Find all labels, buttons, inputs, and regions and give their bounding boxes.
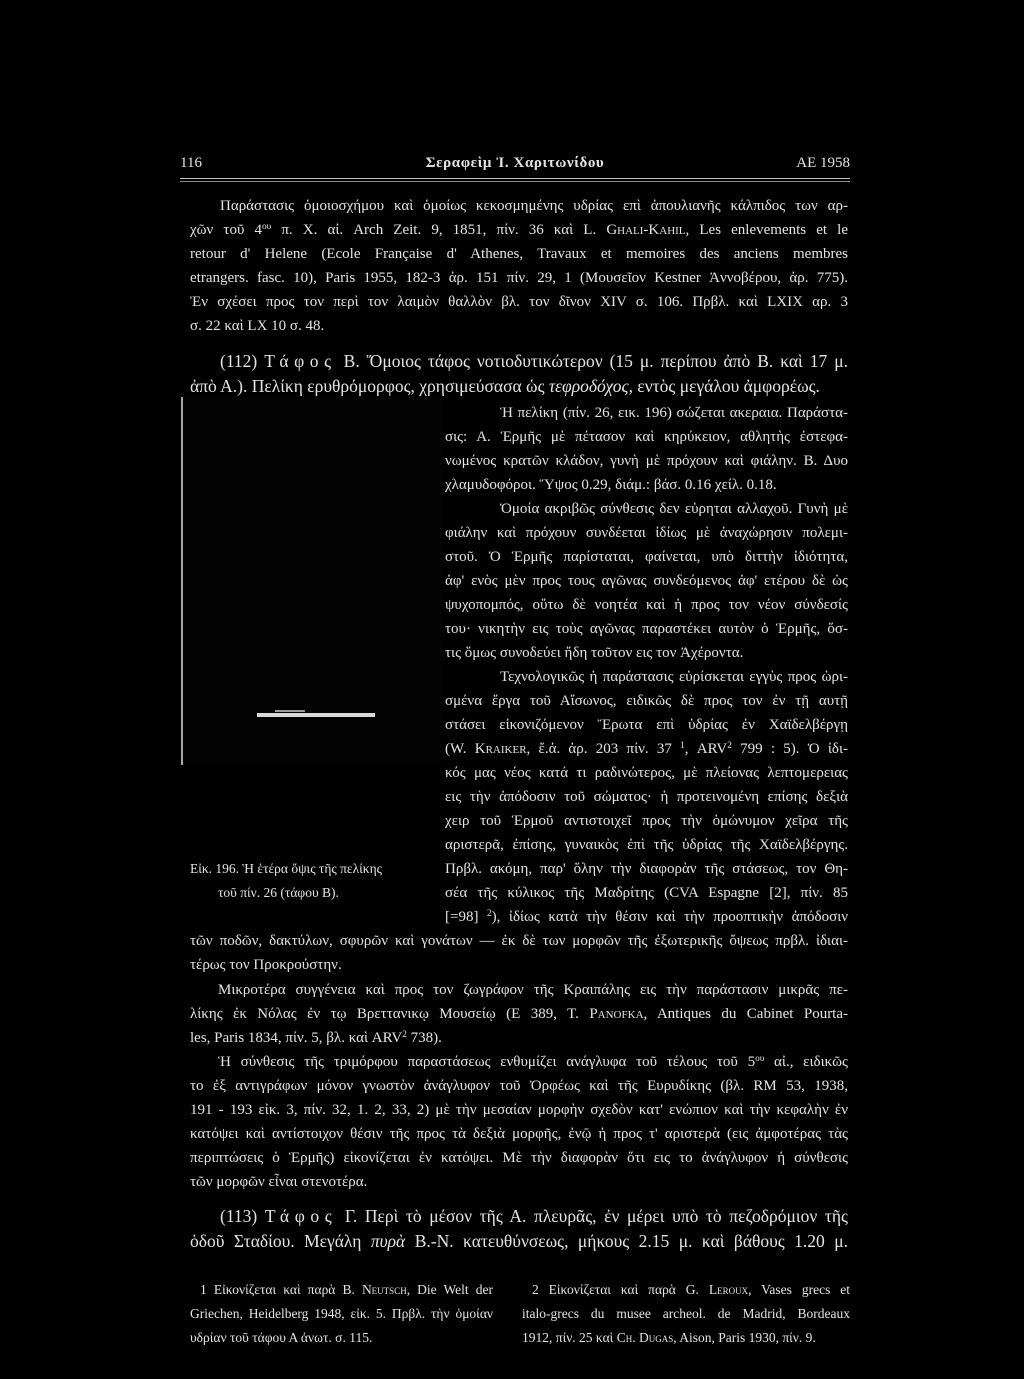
figure-detail bbox=[275, 710, 305, 712]
column-line: τις ὅμως συνοδεύει ἤδη τοῦτον εις τον Ἀχέροντα. bbox=[445, 645, 744, 661]
text-segment: Ἡ σύνθεσις τῆς τριμόρφου παραστάσεως ενθυμίζει ανάγλυφα τοῦ τέλους τοῦ 5 bbox=[218, 1054, 756, 1070]
author-small-caps: Leroux bbox=[708, 1282, 749, 1297]
footnote-ref: 1 bbox=[680, 741, 685, 752]
figure-196-caption bbox=[190, 857, 440, 905]
body-paragraph-2 bbox=[190, 978, 848, 1050]
column-line: στάσει εἰκονιζόμενον Ἔρωτα επὶ ὑδρίας ἐν Χαϊδελβέργῃ bbox=[445, 717, 848, 733]
text-segment: χῶν τοῦ 4 bbox=[190, 222, 262, 238]
body-line: περιπτώσεις ὁ Ἑρμῆς) εἰκονίζεται ἐν κατόψει. Μὲ τὴν διαφορὰν ὅτι εις το ἀνάγλυφον ἡ σύνθεσις bbox=[190, 1150, 848, 1166]
superscript: 2 bbox=[727, 741, 732, 752]
footnote-line bbox=[522, 1326, 850, 1350]
column-line: χλαμυδοφόροι. Ὕψος 0.29, διάμ.: βάσ. 0.16 χείλ. 0.18. bbox=[445, 477, 777, 493]
footnote-line: Griechen, Heidelberg 1948, εἰκ. 5. Πρβλ. τὴν ὁμοίαν bbox=[190, 1306, 493, 1321]
text-segment: , Die Welt der bbox=[406, 1282, 493, 1297]
footnote-line bbox=[190, 1278, 493, 1302]
section-112-line-2 bbox=[190, 374, 848, 399]
intro-line-3: retour d' Helene (Ecole Française d' Athenes, Travaux et memoires des anciens membres bbox=[190, 246, 848, 262]
journal-issue: ΑΕ 1958 bbox=[796, 155, 850, 171]
body-line: το ἐξ αντιγράφων μόνον γνωστὸν ἀνάγλυφον τοῦ Ὀρφέως καὶ τῆς Ευρυδίκης (βλ. RM 53, 1938, bbox=[190, 1078, 848, 1094]
column-line: χειρ τοῦ Ἑρμοῦ αντιστοιχεῖ προς τὴν ὁμώνυμον χεῖρα τῆς bbox=[445, 813, 848, 829]
column-line bbox=[445, 905, 848, 929]
column-line: Πρβλ. ακόμη, παρ' ὅλην τὴν διαφορὰν τῆς στάσεως, τον Θη- bbox=[445, 861, 848, 877]
body-line: 191 - 193 εἰκ. 3, πίν. 32, 1. 2, 33, 2) μὲ τὴν μεσαίαν μορφὴν σχεδὸν κατ' ενώπιον καὶ τὴν κεφαλὴν ἐν bbox=[190, 1102, 848, 1118]
text-segment: , ARV bbox=[684, 741, 728, 757]
text-segment: (113) bbox=[220, 1206, 265, 1226]
author-small-caps: Ghali-Kahil bbox=[606, 222, 686, 238]
text-segment: 1 Εἰκονίζεται καὶ παρὰ B. bbox=[200, 1282, 362, 1297]
column-line: σμένα ἔργα τοῦ Αἴσωνος, ειδικῶς δὲ προς τον ἐν τῇ αυτῇ bbox=[445, 693, 848, 709]
column-line: εις τὴν ἀπόδοσιν τοῦ σώματος· ἡ προτεινομένη επίσης δεξιὰ bbox=[445, 789, 848, 805]
column-line: στοῦ. Ὁ Ἑρμῆς παρίσταται, φαίνεται, υπὸ διττὴν ἰδιότητα, bbox=[445, 549, 848, 565]
intro-line-1: Παράστασις ὁμοιοσχήμου καὶ ὁμοίως κεκοσμημένης υδρίας επὶ ἀπουλιανῆς κάλπιδος των αρ- bbox=[220, 198, 848, 214]
header-rule bbox=[180, 178, 850, 182]
caption-line-1: Εἰκ. 196. Ἡ ἑτέρα ὄψις τῆς πελίκης bbox=[190, 861, 382, 876]
column-line: κός μας νέος κατά τι ραδινώτερος, μὲ πλείονας λεπτομερειας bbox=[445, 765, 848, 781]
footnote-line: italo-grecs du musee archeol. de Madrid, Bordeaux bbox=[522, 1306, 850, 1321]
page-number: 116 bbox=[180, 155, 202, 171]
text-segment: 799 : 5). Ὁ ἰδι- bbox=[731, 741, 849, 757]
text-segment: ἀπὸ Α.). Πελίκη ερυθρόμορφος, χρησιμεύσασα ὡς bbox=[190, 376, 549, 396]
column-line: του· νικητὴν εις τοὺς αγῶνας παραστέκει αυτὸν ὁ Ἑρμῆς, ὅσ- bbox=[445, 621, 848, 637]
text-segment: π. Χ. αἰ. Arch Zeit. 9, 1851, πίν. 36 καὶ L. bbox=[271, 222, 607, 238]
superscript: ου bbox=[755, 1054, 765, 1065]
intro-line-4: etrangers. fasc. 10), Paris 1955, 182-3 ἀρ. 151 πίν. 29, 1 (Μουσεῖον Kestner Ἀννοβέρου, ἀρ. 775). bbox=[190, 270, 848, 286]
column-line: Ἡ πελίκη (πίν. 26, εικ. 196) σώζεται ακεραια. Παράστα- bbox=[500, 405, 848, 421]
text-segment: 738). bbox=[406, 1030, 442, 1046]
footnote-ref: 2 bbox=[486, 909, 492, 920]
text-segment: Γ. Περὶ τὸ μέσον τῆς Α. πλευρᾶς, ἐν μέρει υπὸ τὸ πεζοδρόμιον τῆς bbox=[337, 1206, 848, 1226]
author-small-caps: Kraiker bbox=[474, 741, 527, 757]
column-line: σις: Α. Ἑρμῆς μὲ πέτασον καὶ κηρύκειον, αθλητὴς ἐστεφα- bbox=[445, 429, 848, 445]
author-small-caps: Ch. Dugas bbox=[616, 1330, 674, 1345]
author-small-caps: Neutsch bbox=[361, 1282, 407, 1297]
text-segment: , ἔ.ἀ. ἀρ. 203 πίν. 37 bbox=[526, 741, 681, 757]
figure-detail bbox=[257, 713, 375, 717]
italic-term: πυρὰ bbox=[370, 1231, 406, 1251]
text-segment: , εντὸς μεγάλου ἀμφορέως. bbox=[628, 376, 820, 396]
author-name: Σεραφεὶμ Ἰ. Χαριτωνίδου bbox=[425, 155, 605, 171]
column-line: ἀφ' ενὸς μὲν προς τους αγῶνας συνδεόμενος ἀφ' ετέρου δὲ ὡς bbox=[445, 573, 848, 589]
footnote-1 bbox=[190, 1278, 493, 1350]
text-segment: , Les enlevements et le bbox=[685, 222, 848, 238]
body-line bbox=[190, 1002, 848, 1026]
column-line: αριστερᾶ, ἐπίσης, γυναικὸς ἐπὶ τῆς ὑδρίας τῆς Χαϊδελβέργης. bbox=[445, 837, 848, 853]
caption-line-2: τοῦ πίν. 26 (τάφου Β). bbox=[218, 885, 339, 900]
figure-196-image bbox=[181, 397, 441, 765]
text-segment: Β. Ὅμοιος τάφος νοτιοδυτικώτερον (15 μ. περίπου ἀπὸ Β. καὶ 17 μ. bbox=[336, 351, 848, 371]
body-line: Μικροτέρα συγγένεια καὶ προς τον ζωγράφον τῆς Κραιπάλης εις τὴν παράστασιν μικρᾶς πε- bbox=[218, 982, 848, 998]
column-line: Ὁμοία ακριβῶς σύνθεσις δεν εὑρηται αλλαχοῦ. Γυνὴ μὲ bbox=[500, 501, 848, 517]
intro-line-2 bbox=[190, 218, 848, 242]
superscript: 2 bbox=[402, 1030, 407, 1041]
text-segment: , Vases grecs et bbox=[748, 1282, 850, 1297]
text-segment: ὁδοῦ Σταδίου. Μεγάλη bbox=[190, 1231, 371, 1251]
text-segment: (W. bbox=[445, 741, 475, 757]
text-segment: αἰ., ειδικῶς bbox=[764, 1054, 848, 1070]
body-paragraph-1 bbox=[190, 929, 848, 977]
body-paragraph-3 bbox=[190, 1050, 848, 1194]
text-segment: 1912, πίν. 25 καὶ bbox=[522, 1330, 617, 1345]
section-112-heading bbox=[190, 349, 848, 399]
section-112-line-1 bbox=[190, 349, 848, 374]
body-line: τῶν μορφῶν εἶναι στενοτέρα. bbox=[190, 1174, 368, 1190]
section-113-line-2 bbox=[190, 1229, 848, 1254]
intro-line-5: Ἐν σχέσει προς τον περὶ τον λαιμὸν θαλλὸν βλ. τον δῖνον XIV σ. 106. Πρβλ. καὶ LXIX αρ. 3 bbox=[190, 294, 848, 310]
superscript: ου bbox=[261, 222, 272, 233]
text-segment: 2 Εἰκονίζεται καὶ παρὰ G. bbox=[532, 1282, 709, 1297]
text-segment: [=98] bbox=[445, 909, 487, 925]
body-line: τέρως τον Προκρούστην. bbox=[190, 957, 342, 973]
footnote-line bbox=[522, 1278, 850, 1302]
column-line: φιάλην καὶ πρόχουν συνδέεται ἰδίως μὲ ἀναχώρησιν πολεμι- bbox=[445, 525, 848, 541]
column-line: ψυχοπομπός, οὕτω δὲ νοητέα καὶ ἡ προς τον νέον σύνδεσίς bbox=[445, 597, 848, 613]
italic-term: τεφροδόχος bbox=[548, 376, 629, 396]
column-line: νωμένος κρατῶν κλάδον, γυνὴ μὲ πρόχουν καὶ φιάλην. Β. Δυο bbox=[445, 453, 848, 469]
spaced-word: Τάφος bbox=[264, 1206, 338, 1226]
text-segment: les, Paris 1834, πίν. 5, βλ. καὶ ARV bbox=[190, 1030, 403, 1046]
text-segment: , Aison, Paris 1930, πίν. 9. bbox=[673, 1330, 816, 1345]
column-line bbox=[445, 737, 848, 761]
text-segment: Β.-Ν. κατευθύνσεως, μήκους 2.15 μ. καὶ βάθους 1.20 μ. bbox=[405, 1231, 848, 1251]
intro-line-6: σ. 22 καὶ LX 10 σ. 48. bbox=[190, 318, 325, 334]
column-line: σέα τῆς κύλικος τῆς Μαδρίτης (CVA Espagne [2], πίν. 85 bbox=[445, 885, 848, 901]
body-line bbox=[190, 1026, 848, 1050]
text-segment: λίκης ἐκ Νόλας ἐν τῳ Βρεττανικῳ Μουσείῳ (Ε 389, Τ. bbox=[190, 1006, 590, 1022]
intro-paragraph bbox=[190, 194, 848, 338]
footnote-line: υδρίαν τοῦ τάφου Α ἀνωτ. σ. 115. bbox=[190, 1330, 373, 1345]
right-column-text bbox=[445, 401, 848, 929]
text-segment: (112) bbox=[220, 351, 265, 371]
spaced-word: Τάφος bbox=[264, 351, 337, 371]
text-segment: ), ἰδίως κατὰ τὴν θέσιν καὶ τὴν προοπτικὴν ἀπόδοσιν bbox=[491, 909, 849, 925]
footnote-2 bbox=[522, 1278, 850, 1350]
column-line: Τεχνολογικῶς ἡ παράστασις εὑρίσκεται εγγὺς προς ὡρι- bbox=[500, 669, 848, 685]
author-small-caps: Panofka bbox=[589, 1006, 644, 1022]
body-line bbox=[190, 1050, 848, 1074]
section-113-line-1 bbox=[190, 1204, 848, 1229]
section-113-heading bbox=[190, 1204, 848, 1254]
text-segment: , Antiques du Cabinet Pourta- bbox=[643, 1006, 849, 1022]
body-line: κατόψει καὶ αντίστοιχον θέσιν τῆς προς τὰ δεξιὰ μορφῆς, ἐνῷ ἡ προς τ' αριστερὰ (εις ἀμφοτέρας τὰς bbox=[190, 1126, 848, 1142]
body-line: τῶν ποδῶν, δακτύλων, σφυρῶν καὶ γονάτων — ἐκ δὲ των μορφῶν τῆς ἐξωτερικῆς ὄψεως πρβλ. ἰδιαι- bbox=[190, 933, 848, 949]
running-head bbox=[180, 151, 850, 175]
